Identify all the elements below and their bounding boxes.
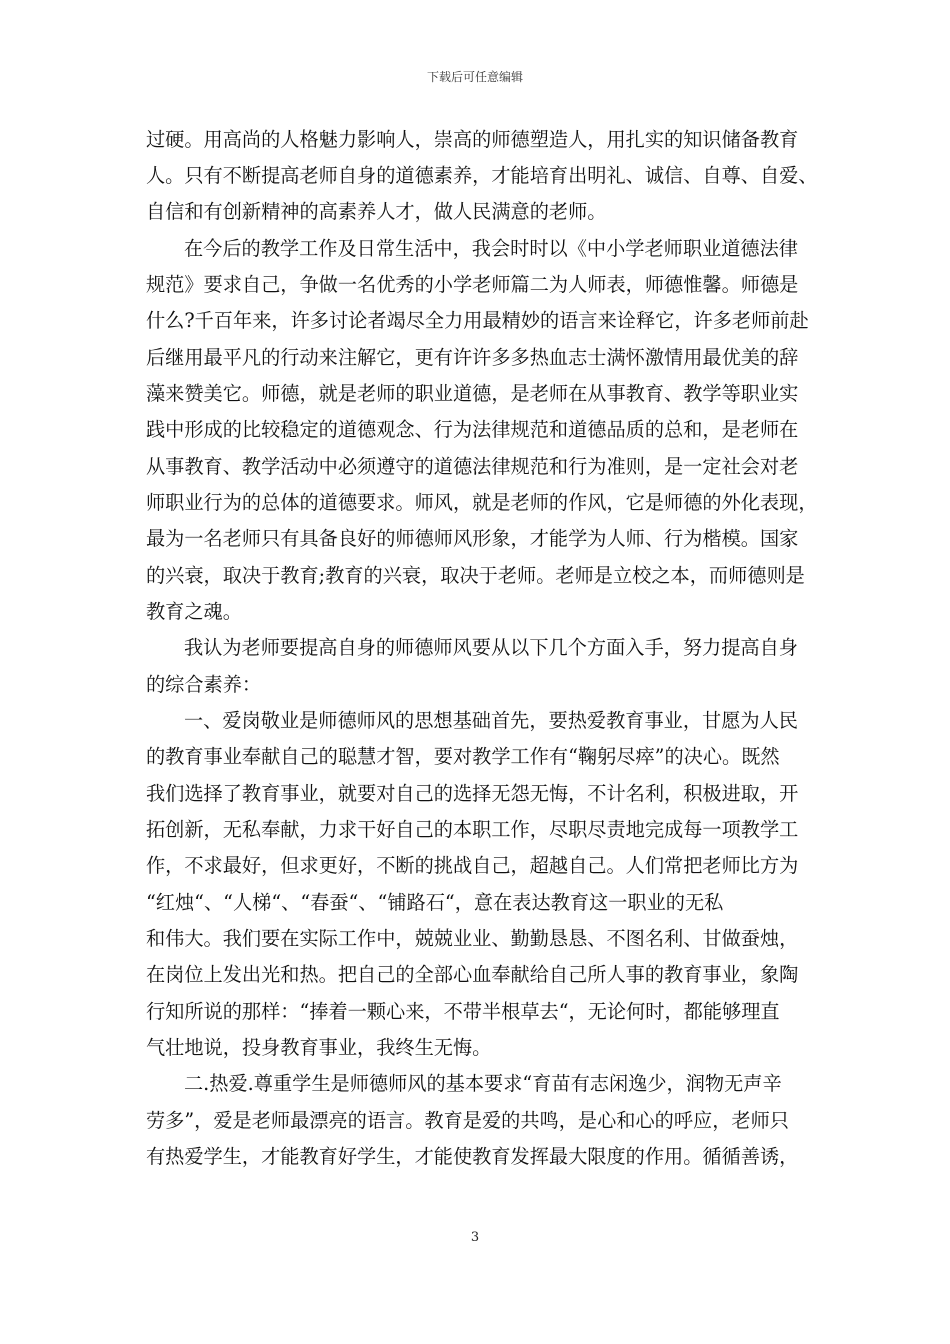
text-line: 我们选择了教育事业，就要对自己的选择无怨无悔，不计名利，积极进取，开 <box>146 782 799 805</box>
text-line: 有热爱学生，才能教育好学生，才能使教育发挥最大限度的作用。循循善诱， <box>146 1145 799 1168</box>
page-header: 下载后可任意编辑 <box>426 70 523 84</box>
page-number: 3 <box>470 1230 480 1245</box>
text-line: 藻来赞美它。师德，就是老师的职业道德，是老师在从事教育、教学等职业实 <box>146 382 799 405</box>
text-line: 师职业行为的总体的道德要求。师风，就是老师的作风，它是师德的外化表现， <box>146 491 818 514</box>
text-line: 规范》要求自己，争做一名优秀的小学老师篇二为人师表，师德惟馨。师德是 <box>146 273 799 296</box>
text-line: 的教育事业奉献自己的聪慧才智，要对教学工作有“鞠躬尽瘁”的决心。既然 <box>146 745 780 768</box>
text-line: 拓创新，无私奉献，力求干好自己的本职工作，尽职尽责地完成每一项教学工 <box>146 818 799 841</box>
text-line: 行知所说的那样：“捧着一颗心来，不带半根草去“，无论何时，都能够理直 <box>146 1000 780 1023</box>
text-line: 从事教育、教学活动中必须遵守的道德法律规范和行为准则，是一定社会对老 <box>146 455 799 478</box>
text-line: 自信和有创新精神的高素养人才，做人民满意的老师。 <box>146 200 607 223</box>
text-line: “红烛“、“人梯“、“春蚕“、“铺路石“，意在表达教育这一职业的无私 <box>146 891 724 914</box>
paragraph-first-line: 一、爱岗敬业是师德师风的思想基础首先，要热爱教育事业，甘愿为人民 <box>184 709 798 732</box>
text-line: 后继用最平凡的行动来注解它，更有许许多多热血志士满怀激情用最优美的辞 <box>146 346 799 369</box>
text-line: 践中形成的比较稳定的道德观念、行为法律规范和道德品质的总和，是老师在 <box>146 418 799 441</box>
text-line: 作，不求最好，但求更好，不断的挑战自己，超越自己。人们常把老师比方为 <box>146 854 799 877</box>
text-line: 的兴衰，取决于教育;教育的兴衰，取决于老师。老师是立校之本，而师德则是 <box>146 564 805 587</box>
text-line: 和伟大。我们要在实际工作中，兢兢业业、勤勤恳恳、不图名利、甘做蚕烛， <box>146 927 799 950</box>
text-line: 的综合素养： <box>146 673 262 696</box>
text-line: 什么?千百年来，许多讨论者竭尽全力用最精妙的语言来诠释它，许多老师前赴 <box>146 309 809 332</box>
text-line: 最为一名老师只有具备良好的师德师风形象，才能学为人师、行为楷模。国家 <box>146 527 799 550</box>
text-line: 气壮地说，投身教育事业，我终生无悔。 <box>146 1036 492 1059</box>
text-line: 人。只有不断提高老师自身的道德素养，才能培育出明礼、诚信、自尊、自爱、 <box>146 164 818 187</box>
text-line: 教育之魂。 <box>146 600 242 623</box>
text-line: 过硬。用高尚的人格魅力影响人，崇高的师德塑造人，用扎实的知识储备教育 <box>146 128 799 151</box>
paragraph-first-line: 我认为老师要提高自身的师德师风要从以下几个方面入手，努力提高自身 <box>184 636 798 659</box>
text-line: 劳多”，爱是老师最漂亮的语言。教育是爱的共鸣，是心和心的呼应，老师只 <box>146 1109 789 1132</box>
paragraph-first-line: 二.热爱.尊重学生是师德师风的基本要求“育苗有志闲逸少，润物无声辛 <box>184 1072 782 1095</box>
text-line: 在岗位上发出光和热。把自己的全部心血奉献给自己所人事的教育事业，象陶 <box>146 963 799 986</box>
paragraph-first-line: 在今后的教学工作及日常生活中，我会时时以《中小学老师职业道德法律 <box>184 237 798 260</box>
